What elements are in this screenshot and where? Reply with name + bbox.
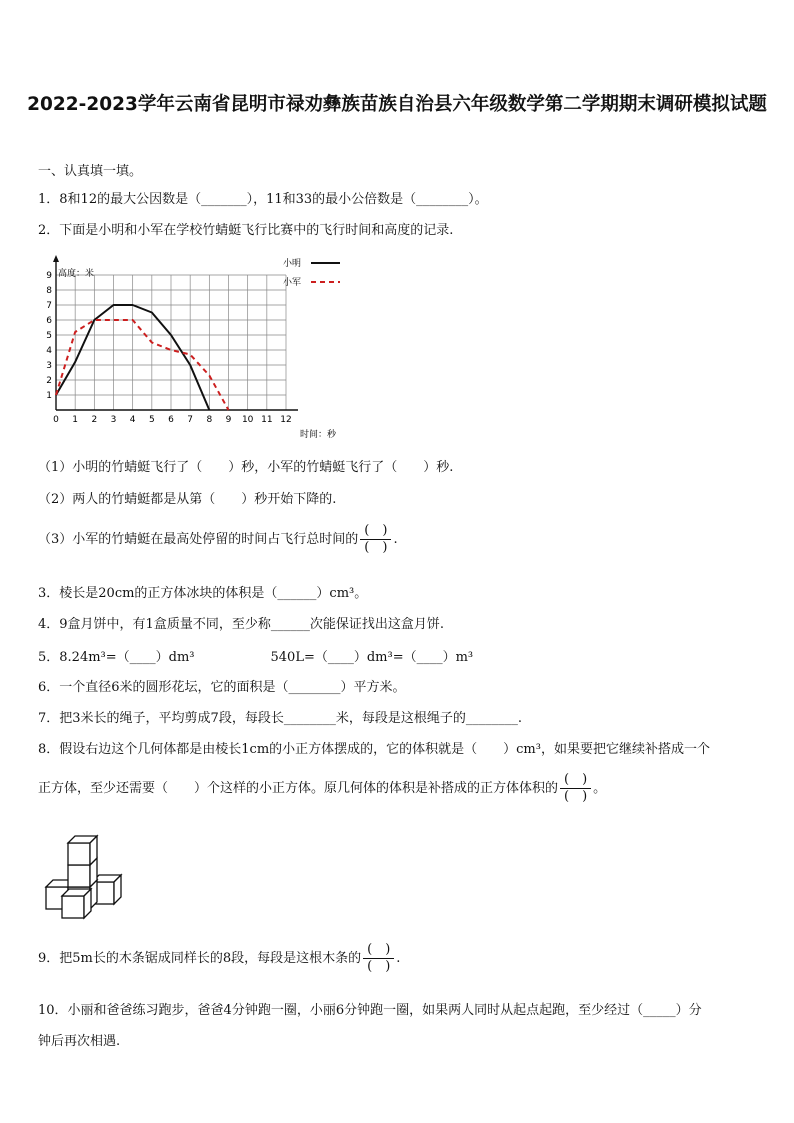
fraction-blank[interactable]: $\frac{( )}{( )}$ [363, 942, 394, 975]
question-10b: 钟后再次相遇. [38, 1034, 121, 1049]
question-2-3: （3）小军的竹蜻蜓在最高处停留的时间占飞行总时间的 $\frac{( )}{( )}$ . [38, 523, 398, 555]
x-tick-label: 6 [168, 415, 174, 425]
x-tick-label: 11 [261, 415, 273, 425]
legend-label-xiaoming: 小明 [283, 259, 302, 269]
question-8b: 正方体，至少还需要（ ）个这样的小正方体。原几何体的体积是补搭成的正方体体积的 $\frac{( )}{( )}$ 。 [38, 772, 607, 804]
question-5 [38, 646, 473, 665]
y-tick-label: 8 [46, 286, 52, 296]
flight-chart [30, 252, 360, 447]
question-1: 1．8和12的最大公因数是（_______），11和33的最小公倍数是（________）。 [38, 192, 488, 207]
x-tick-label: 0 [53, 415, 59, 425]
page-title: 2022-2023学年云南省昆明市禄劝彝族苗族自治县六年级数学第二学期期末调研模拟试题 [27, 94, 767, 115]
x-tick-label: 10 [241, 415, 254, 425]
section-heading: 一、认真填一填。 [38, 164, 143, 179]
y-axis-arrow [53, 255, 59, 262]
chart-lines [56, 305, 229, 410]
x-tick-label: 7 [187, 415, 194, 425]
fraction-blank[interactable]: $\frac{( )}{( )}$ [360, 523, 391, 556]
question-2-2: （2）两人的竹蜻蜓都是从第（ ）秒开始下降的. [38, 492, 337, 507]
x-tick-label: 8 [206, 415, 213, 425]
question-2-1: （1）小明的竹蜻蜓飞行了（ ）秒，小军的竹蜻蜓飞行了（ ）秒. [38, 460, 454, 475]
x-tick-label: 1 [72, 415, 79, 425]
y-tick-label: 7 [46, 301, 52, 311]
question-7: 7．把3米长的绳子，平均剪成7段，每段长________米，每段是这根绳子的________. [38, 711, 522, 726]
y-tick-label: 3 [46, 361, 52, 371]
x-tick-label: 9 [225, 415, 232, 425]
x-tick-label: 3 [110, 415, 117, 425]
chart-ticks [46, 271, 291, 425]
question-8a: 8．假设右边这个几何体都是由棱长1cm的小正方体摆成的，它的体积就是（ ）cm³，如果要把它继续补搭成一个 [38, 742, 710, 757]
question-3: 3．棱长是20cm的正方体冰块的体积是（______）cm³。 [38, 586, 368, 601]
y-tick-label: 4 [46, 346, 52, 356]
y-tick-label: 2 [46, 376, 52, 386]
x-axis-label: 时间：秒 [300, 430, 337, 440]
x-tick-label: 4 [129, 415, 136, 425]
question-9: 9．把5m长的木条锯成同样长的8段，每段是这根木条的 $\frac{( )}{( )}$ . [38, 942, 401, 974]
y-tick-label: 1 [46, 391, 52, 401]
y-tick-label: 6 [46, 316, 52, 326]
legend [283, 257, 340, 288]
y-tick-label: 9 [46, 271, 52, 281]
y-tick-label: 5 [46, 331, 52, 341]
question-5b: 540L=（____）dm³=（____）m³ [270, 650, 474, 665]
chart-grid [56, 275, 286, 410]
question-5a: 5．8.24m³=（____）dm³ [38, 650, 195, 665]
x-tick-label: 5 [148, 415, 155, 425]
question-6: 6．一个直径6米的圆形花坛，它的面积是（________）平方米。 [38, 680, 406, 695]
legend-label-xiaojun: 小军 [283, 278, 302, 288]
cube-figure [40, 830, 135, 925]
x-tick-label: 12 [280, 415, 292, 425]
x-tick-label: 2 [91, 415, 98, 425]
question-2: 2．下面是小明和小军在学校竹蜻蜓飞行比赛中的飞行时间和高度的记录. [38, 223, 454, 238]
y-axis-label: 高度：米 [58, 269, 95, 279]
question-2-3-text: （3）小军的竹蜻蜓在最高处停留的时间占飞行总时间的 [38, 532, 359, 547]
fraction-blank[interactable]: $\frac{( )}{( )}$ [560, 772, 591, 805]
question-10a: 10．小丽和爸爸练习跑步，爸爸4分钟跑一圈，小丽6分钟跑一圈，如果两人同时从起点起跑，至少经过（_____）分 [38, 1003, 702, 1018]
question-4: 4．9盒月饼中，有1盒质量不同，至少称______次能保证找出这盒月饼. [38, 617, 444, 632]
